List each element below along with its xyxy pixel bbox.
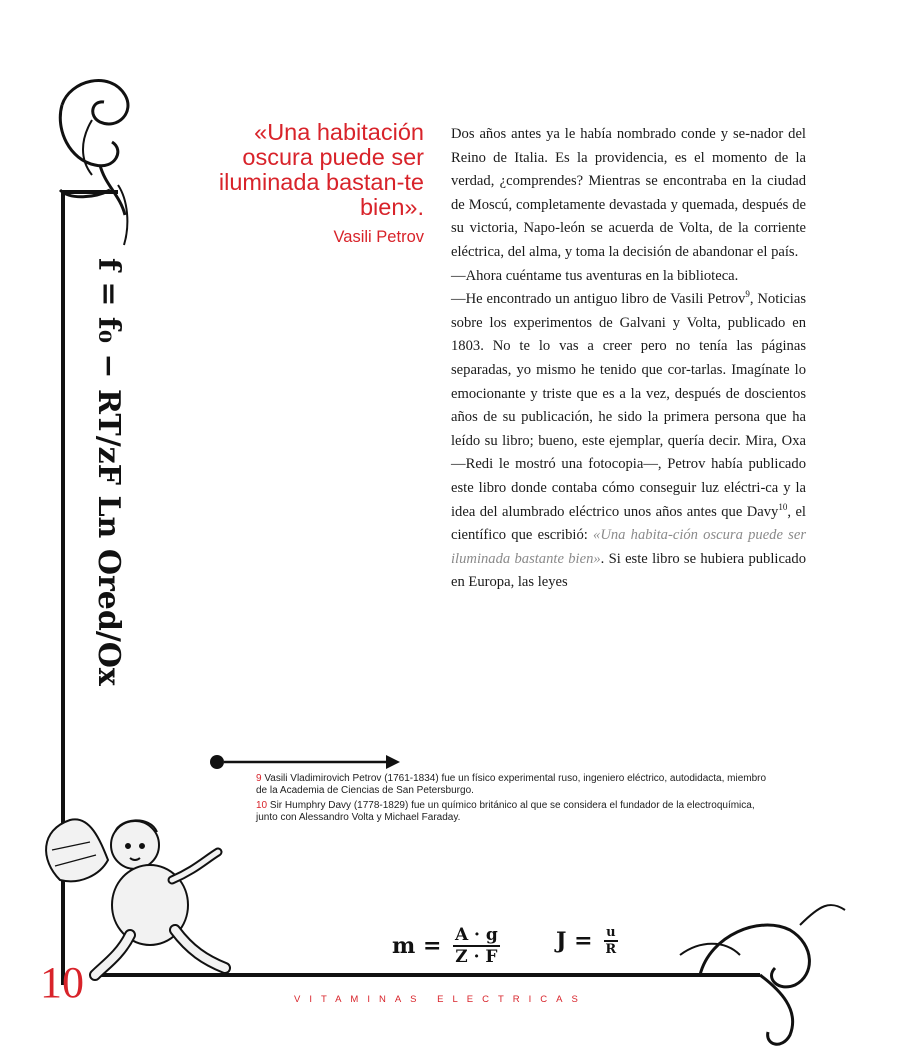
page-number: 10: [40, 958, 84, 1007]
inline-quote: «Una habita-ción oscura puede ser iluminada bastante bien»: [451, 527, 806, 567]
pull-quote-text: «Una habitación oscura puede ser iluminada bastan-te bien».: [218, 119, 424, 220]
text-run: , el científico que escribió:: [451, 503, 806, 544]
fraction: [453, 925, 500, 967]
footnote-ref: 10: [778, 501, 788, 512]
footnote-number: 10: [256, 800, 268, 811]
fraction: [604, 925, 617, 957]
pull-quote-attribution: Vasili Petrov: [333, 228, 424, 246]
footnotes: [256, 773, 776, 827]
formula-label: J =: [556, 928, 593, 954]
paragraph: Dos años antes ya le había nombrado conde y se-nador del Reino de Italia. Es la providencia, es el momento de la verdad, ¿comprendes? Mientras se encontraba en la ciudad de Moscú, completamente devastada y quemada, después de su victoria, Napo-león se acuerda de Volta, de la corriente eléctrica, del alma, y toma la decisión de abandonar el país.: [451, 126, 806, 260]
pull-quote: [196, 120, 424, 248]
formula-current: [556, 925, 618, 957]
vertical-formula: f = f₀ − RT/zF Ln Ored/Ox: [91, 258, 126, 686]
footnote: [256, 773, 776, 797]
fraction-denominator: Z · F: [455, 947, 498, 967]
footnote-ref: 9: [745, 289, 750, 300]
footnote: [256, 800, 776, 824]
footnote-text: Sir Humphry Davy (1778-1829) fue un químico británico al que se considera el fundador de la electroquímica, junto con Alessandro Volta y Michael Faraday.: [256, 800, 755, 823]
fraction-numerator: u: [606, 925, 616, 940]
fraction-denominator: R: [605, 942, 617, 957]
text-run: —He encontrado un antiguo libro de Vasili Petrov: [451, 291, 746, 308]
footnote-number: 9: [256, 773, 262, 784]
text-run: , Noticias sobre los experimentos de Galvani y Volta, publicado en 1803. No te lo vas a creer pero no tenía las páginas separadas, yo mismo he tenido que cor-tarlas. Imagínate lo emocionante y triste que es a la vez, después de doscientos años de su publicación, he sido la primera persona que ha leído su libro; bueno, este ejemplar, quería decir. Mira, Oxa —Redi le mostró una fotocopia—, Petrov había publicado este libro donde contaba cómo conseguir luz eléctri-ca y la idea del alumbrado eléctrico unos años antes que Davy: [451, 291, 806, 520]
footnote-text: Vasili Vladimirovich Petrov (1761-1834) fue un físico experimental ruso, ingeniero eléctrico, autodidacta, miembro de la Academia de Ciencias de San Petersburgo.: [256, 773, 767, 796]
formula-label: m =: [392, 933, 442, 959]
paragraph: —Ahora cuéntame tus aventuras en la biblioteca.: [451, 267, 739, 284]
top-scroll-flourish: [60, 81, 128, 245]
fraction-numerator: A · g: [454, 925, 498, 945]
paragraph: [451, 288, 806, 595]
cherub-illustration: [46, 819, 225, 975]
arrow-pointer: [210, 755, 400, 769]
running-footer: VITAMINAS ELECTRICAS: [294, 994, 587, 1005]
text-run: . Si este libro se hubiera publicado en Europa, las leyes: [451, 550, 806, 591]
formula-faraday: [392, 925, 500, 967]
body-text: [451, 123, 806, 595]
